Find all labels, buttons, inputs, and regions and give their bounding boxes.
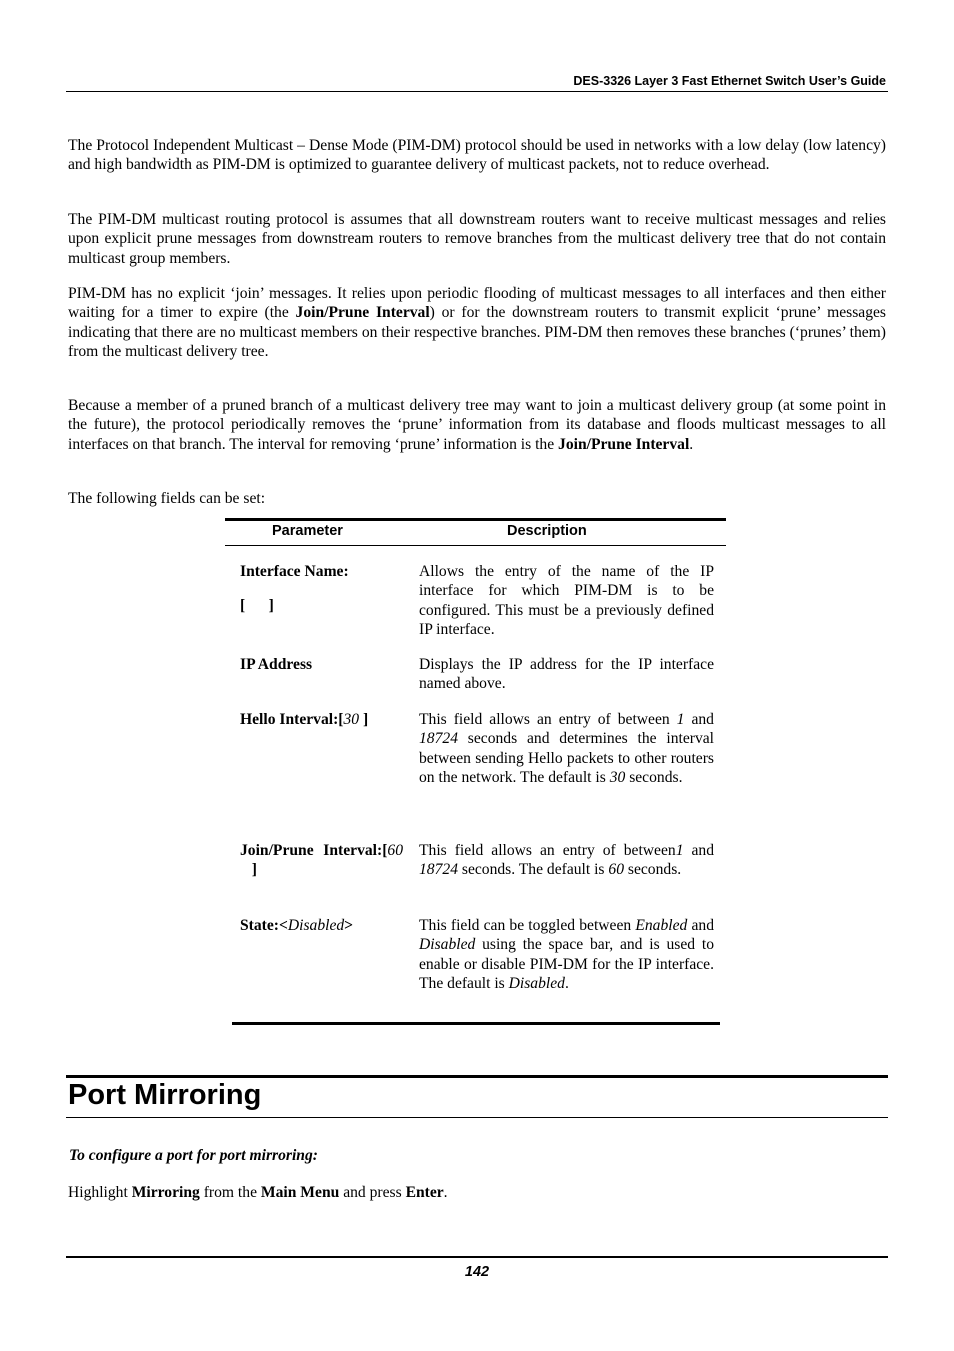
page-number: 142 xyxy=(464,1264,490,1280)
text-segment: Because a member of a pruned branch of a multicast delivery tree may want to join a multicast delivery group (at some point in the future), the protocol periodically removes the ‘prune’ information from its database and floods multicast messages to all interfaces on that branch. The interval for removing ‘prune’ information is the xyxy=(68,397,886,453)
param-interface-name-field: [ ] xyxy=(240,597,274,614)
value-text: 18724 xyxy=(419,730,458,748)
table-top-rule xyxy=(225,518,726,521)
bold-term: Join/Prune Interval xyxy=(558,435,690,453)
value-text: 1 xyxy=(676,711,685,728)
section-title: Port Mirroring xyxy=(68,1079,262,1111)
bold-term: Mirroring xyxy=(131,1184,200,1201)
section-bottom-rule xyxy=(66,1117,888,1118)
footer-rule xyxy=(66,1256,888,1258)
desc-interface-name: Allows the entry of the name of the IP interface for which PIM-DM is to be configured. This must be a previously defined IP interface. xyxy=(419,563,714,639)
bold-term: Join/Prune Interval xyxy=(295,304,430,322)
text-segment: This field can be toggled between xyxy=(419,917,636,934)
param-ip-address: IP Address xyxy=(240,656,313,673)
text-segment: and xyxy=(687,917,714,934)
text-segment: seconds. xyxy=(625,769,683,787)
text-segment: using the space bar, and is used to enable or disable PIM-DM for the IP interface. The default is xyxy=(419,936,714,993)
param-hello-interval xyxy=(240,710,403,729)
text-segment: from the xyxy=(199,1184,261,1201)
paragraph-pim-dm-join xyxy=(68,284,886,362)
value-text: Disabled xyxy=(508,975,565,993)
text-segment: PIM-DM has no explicit ‘join’ messages. It relies upon periodic flooding of multicast messages to all interfaces and then either waiting for a timer to expire (the xyxy=(68,285,886,322)
text-segment: seconds and determines the interval between sending Hello packets to other routers on the network. The default is xyxy=(419,730,714,787)
text-segment: This field allows an entry of between xyxy=(419,711,677,728)
section-top-rule xyxy=(66,1075,888,1078)
value-text: 1 xyxy=(675,842,684,859)
param-label: ] xyxy=(359,711,369,728)
value-text: Enabled xyxy=(635,917,688,934)
param-value: Disabled xyxy=(287,917,345,934)
paragraph-fields-intro: The following fields can be set: xyxy=(68,490,266,507)
text-segment: Highlight xyxy=(68,1184,132,1201)
paragraph-instruction xyxy=(68,1183,448,1202)
param-label: Hello Interval:[ xyxy=(240,711,344,728)
param-value: 60 xyxy=(387,842,403,859)
desc-state xyxy=(419,916,714,994)
value-text: 60 xyxy=(608,861,624,879)
paragraph-pim-dm-routing: The PIM-DM multicast routing protocol is assumes that all downstream routers want to receive multicast messages and relies upon explicit prune messages from downstream routers to remove branches from the multicast delivery tree that do not contain multicast group members. xyxy=(68,211,886,267)
desc-ip-address: Displays the IP address for the IP interface named above. xyxy=(419,656,714,693)
text-segment: ) or for the downstream routers to transmit explicit ‘prune’ messages indicating that there are no multicast members on their respective branches. PIM-DM then removes these branches (‘prunes’ them) from the multicast delivery tree. xyxy=(68,304,886,361)
bold-term: Enter xyxy=(405,1184,444,1201)
text-segment: . xyxy=(564,975,569,993)
table-bottom-rule xyxy=(232,1022,720,1025)
param-label: State:< xyxy=(240,917,288,934)
header-rule xyxy=(66,91,888,92)
value-text: 18724 xyxy=(419,861,458,879)
desc-hello-interval xyxy=(419,710,714,788)
desc-join-prune-interval xyxy=(419,841,714,880)
column-header-parameter: Parameter xyxy=(272,523,343,539)
param-interface-name: Interface Name: xyxy=(240,563,349,580)
text-segment: seconds. xyxy=(624,861,682,879)
running-header: DES-3326 Layer 3 Fast Ethernet Switch User’s Guide xyxy=(573,74,886,88)
text-segment: seconds. The default is xyxy=(457,861,609,879)
value-text: 30 xyxy=(609,769,626,787)
param-label: ] xyxy=(240,861,257,879)
paragraph-pruned-branch xyxy=(68,396,886,454)
text-segment: . xyxy=(443,1184,448,1201)
text-segment: This field allows an entry of between xyxy=(419,842,676,859)
param-state xyxy=(240,916,415,935)
text-segment: and xyxy=(683,842,714,859)
param-value: 30 xyxy=(343,711,360,728)
param-label: Join/Prune Interval:[ xyxy=(240,842,388,859)
text-segment: . xyxy=(689,435,694,453)
text-segment: and xyxy=(684,711,714,728)
value-text: Disabled xyxy=(419,936,476,954)
text-segment: and press xyxy=(339,1184,406,1201)
param-label: > xyxy=(344,917,354,934)
bold-term: Main Menu xyxy=(260,1184,340,1201)
column-header-description: Description xyxy=(507,523,587,539)
paragraph-pim-dm-intro: The Protocol Independent Multicast – Dense Mode (PIM-DM) protocol should be used in networks with a low delay (low latency) and high bandwidth as PIM-DM is optimized to guarantee delivery of multicast packets, not to reduce overhead. xyxy=(68,137,886,174)
procedure-heading: To configure a port for port mirroring: xyxy=(69,1147,318,1164)
param-join-prune-interval xyxy=(240,841,403,880)
table-header-rule xyxy=(225,545,726,546)
